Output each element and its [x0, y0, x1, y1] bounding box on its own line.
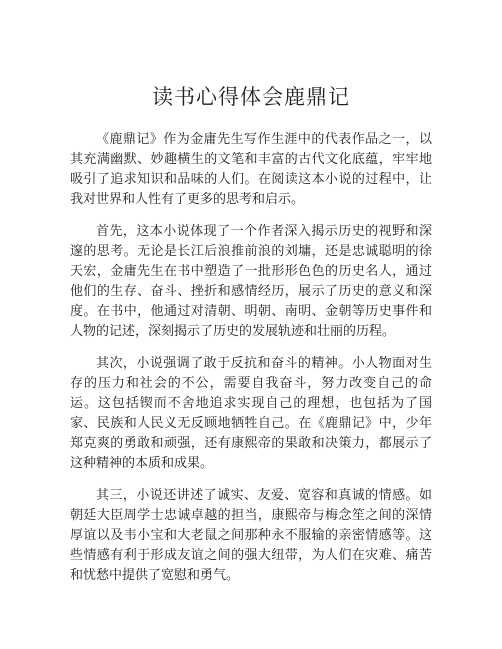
document-body — [70, 130, 432, 598]
paragraph-3: 其次，小说强调了敢于反抗和奋斗的精神。小人物面对生存的压力和社会的不公，需要自我奋斗，努力改变自己的命运。这包括锲而不舍地追求实现自己的理想，也包括为了国家、民族和人民义无反顾地牺牲自己。在《鹿鼎记》中，少年郑克爽的勇敢和顽强，还有康熙帝的果敢和决策力，都展示了这种精神的本质和成果。 — [70, 356, 432, 471]
paragraph-4: 其三，小说还讲述了诚实、友爱、宽容和真诚的情感。如朝廷大臣周学士忠诚卓越的担当，康熙帝与梅念笙之间的深情厚谊以及韦小宝和大老鼠之间那种永不服输的亲密情感等。这些情感有利于形成友谊之间的强大纽带，为人们在灾难、痛苦和忧愁中提供了宽慰和勇气。 — [70, 488, 432, 583]
paragraph-2: 首先，这本小说体现了一个作者深入揭示历史的视野和深邃的思考。无论是长江后浪推前浪的刘墉，还是忠诚聪明的徐天宏，金庸先生在书中塑造了一批形形色色的历史名人，通过他们的生存、奋斗、挫折和感情经历，展示了历史的意义和深度。在书中，他通过对清朝、明朝、南明、金朝等历史事件和人物的记述，深刻揭示了历史的发展轨迹和壮丽的历程。 — [70, 224, 432, 339]
document-title: 读书心得体会鹿鼎记 — [152, 85, 350, 109]
paragraph-1: 《鹿鼎记》作为金庸先生写作生涯中的代表作品之一，以其充满幽默、妙趣横生的文笔和丰富的古代文化底蕴，牢牢地吸引了追求知识和品味的人们。在阅读这本小说的过程中，让我对世界和人性有了更多的思考和启示。 — [70, 132, 432, 207]
